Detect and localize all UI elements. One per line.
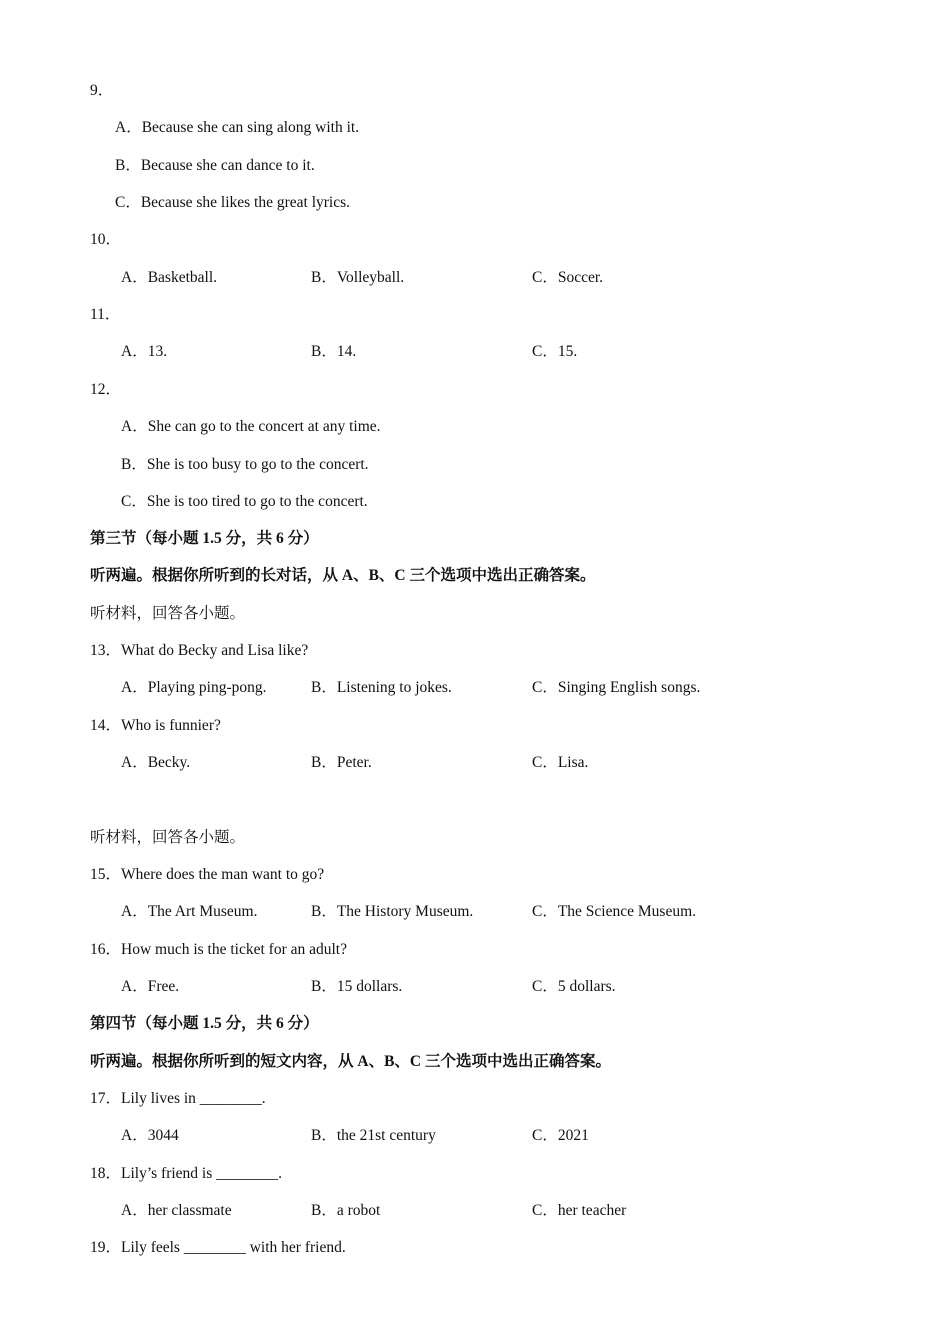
question-14-option-b: B．Peter. (311, 754, 372, 771)
section-3-instructions: 听两遍。根据你所听到的长对话，从 A、B、C 三个选项中选出正确答案。 (90, 567, 596, 584)
question-16-option-a: A．Free. (121, 978, 180, 995)
question-13-option-c: C．Singing English songs. (532, 679, 701, 696)
question-14-option-c: C．Lisa. (532, 754, 589, 771)
question-16-option-b: B．15 dollars. (311, 978, 403, 995)
question-16-option-c: C．5 dollars. (532, 978, 616, 995)
question-11-number: 11． (90, 306, 121, 323)
question-18-option-a: A．her classmate (121, 1202, 232, 1219)
section-4-instructions: 听两遍。根据你所听到的短文内容，从 A、B、C 三个选项中选出正确答案。 (90, 1053, 611, 1070)
question-10-number: 10． (90, 231, 122, 248)
question-15-option-c: C．The Science Museum. (532, 903, 697, 920)
section-3-title: 第三节（每小题 1.5 分，共 6 分） (90, 530, 319, 547)
question-15-option-a: A．The Art Museum. (121, 903, 258, 920)
question-10-option-c: C．Soccer. (532, 269, 604, 286)
question-10-option-a: A．Basketball. (121, 269, 217, 286)
question-17-option-b: B．the 21st century (311, 1127, 436, 1144)
question-11-option-b: B．14. (311, 343, 357, 360)
question-14-stem: 14．Who is funnier? (90, 717, 221, 734)
question-14-option-a: A．Becky. (121, 754, 191, 771)
question-15-stem: 15．Where does the man want to go? (90, 866, 325, 883)
question-18-stem: 18．Lily’s friend is ________. (90, 1165, 283, 1182)
question-17-option-a: A．3044 (121, 1127, 179, 1144)
section-4-title: 第四节（每小题 1.5 分，共 6 分） (90, 1015, 319, 1032)
section-3-material-prompt-1: 听材料，回答各小题。 (90, 605, 246, 622)
question-12-option-c: C．She is too tired to go to the concert. (121, 493, 368, 510)
section-3-material-prompt-2: 听材料，回答各小题。 (90, 829, 246, 846)
question-12-option-b: B．She is too busy to go to the concert. (121, 456, 369, 473)
question-18-option-c: C．her teacher (532, 1202, 627, 1219)
question-9-option-b: B．Because she can dance to it. (115, 157, 315, 174)
question-19-stem: 19．Lily feels ________ with her friend. (90, 1239, 346, 1256)
question-13-option-b: B．Listening to jokes. (311, 679, 452, 696)
question-9-number: 9． (90, 82, 114, 99)
question-18-option-b: B．a robot (311, 1202, 381, 1219)
question-12-option-a: A．She can go to the concert at any time. (121, 418, 381, 435)
question-11-option-a: A．13. (121, 343, 168, 360)
question-9-option-c: C．Because she likes the great lyrics. (115, 194, 351, 211)
question-16-stem: 16．How much is the ticket for an adult? (90, 941, 347, 958)
question-13-option-a: A．Playing ping-pong. (121, 679, 267, 696)
question-12-number: 12． (90, 381, 122, 398)
question-17-stem: 17．Lily lives in ________. (90, 1090, 266, 1107)
question-17-option-c: C．2021 (532, 1127, 589, 1144)
question-11-option-c: C．15. (532, 343, 578, 360)
question-10-option-b: B．Volleyball. (311, 269, 405, 286)
question-9-option-a: A．Because she can sing along with it. (115, 119, 360, 136)
question-13-stem: 13．What do Becky and Lisa like? (90, 642, 309, 659)
question-15-option-b: B．The History Museum. (311, 903, 474, 920)
